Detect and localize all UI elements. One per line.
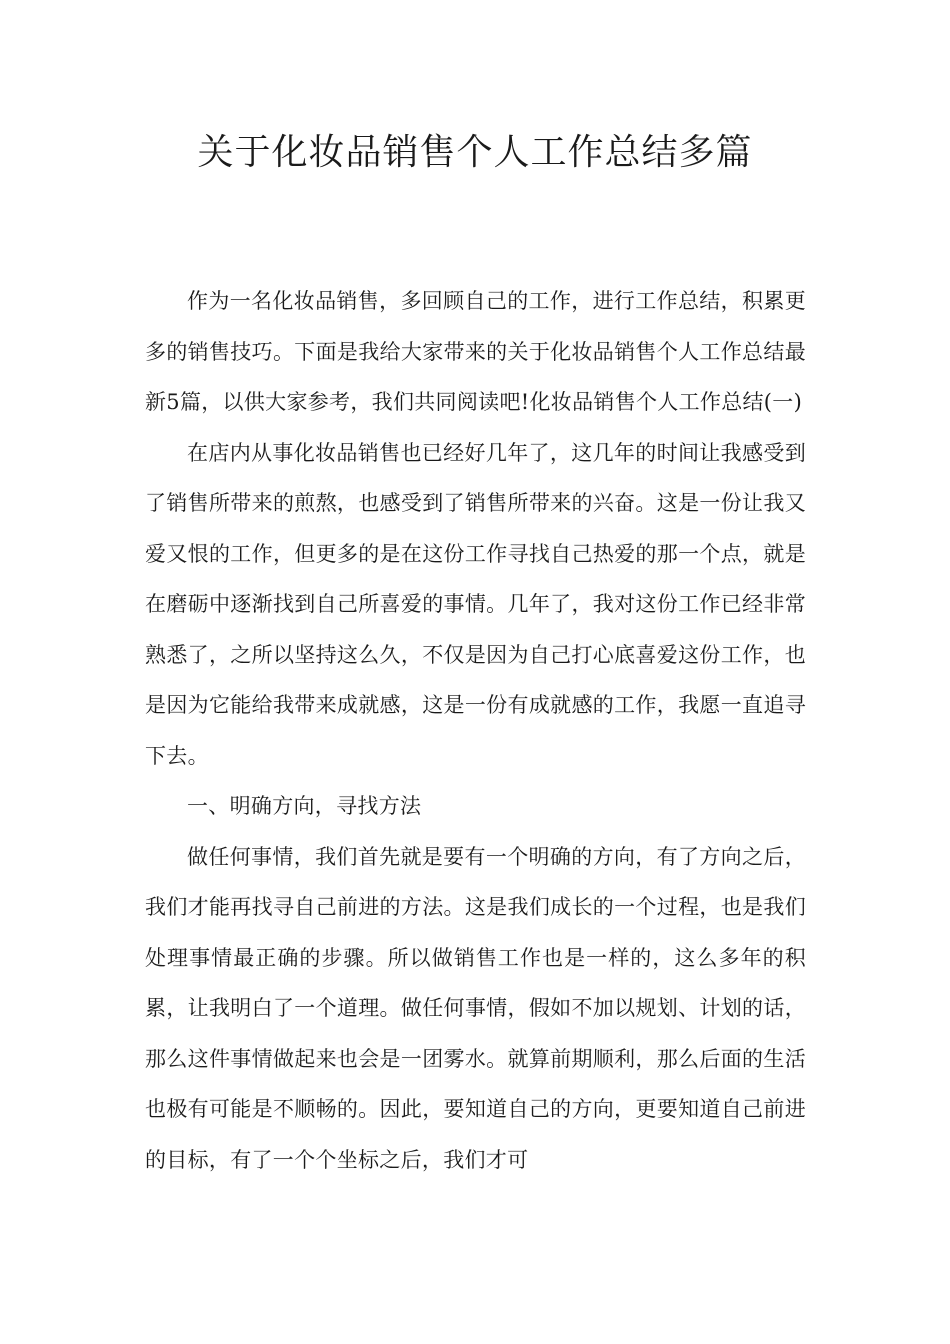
paragraph-intro: 作为一名化妆品销售，多回顾自己的工作，进行工作总结，积累更多的销售技巧。下面是我给大家带来的关于化妆品销售个人工作总结最新5篇，以供大家参考，我们共同阅读吧!化妆品销售个人工作总结(一) [145, 289, 806, 414]
section-heading: 一、明确方向，寻找方法 [187, 794, 422, 818]
paragraph-experience: 在店内从事化妆品销售也已经好几年了，这几年的时间让我感受到了销售所带来的煎熬，也感受到了销售所带来的兴奋。这是一份让我又爱又恨的工作，但更多的是在这份工作寻找自己热爱的那一个点，就是在磨砺中逐渐找到自己所喜爱的事情。几年了，我对这份工作已经非常熟悉了，之所以坚持这么久，不仅是因为自己打心底喜爱这份工作，也是因为它能给我带来成就感，这是一份有成就感的工作，我愿一直追寻下去。 [145, 440, 806, 768]
document-body [145, 276, 806, 1185]
document-title: 关于化妆品销售个人工作总结多篇 [197, 132, 753, 173]
paragraph-direction: 做任何事情，我们首先就是要有一个明确的方向，有了方向之后，我们才能再找寻自己前进的方法。这是我们成长的一个过程，也是我们处理事情最正确的步骤。所以做销售工作也是一样的，这么多年的积累，让我明白了一个道理。做任何事情，假如不加以规划、计划的话，那么这件事情做起来也会是一团雾水。就算前期顺利，那么后面的生活也极有可能是不顺畅的。因此，要知道自己的方向，更要知道自己前进的目标，有了一个个坐标之后，我们才可 [145, 844, 806, 1172]
